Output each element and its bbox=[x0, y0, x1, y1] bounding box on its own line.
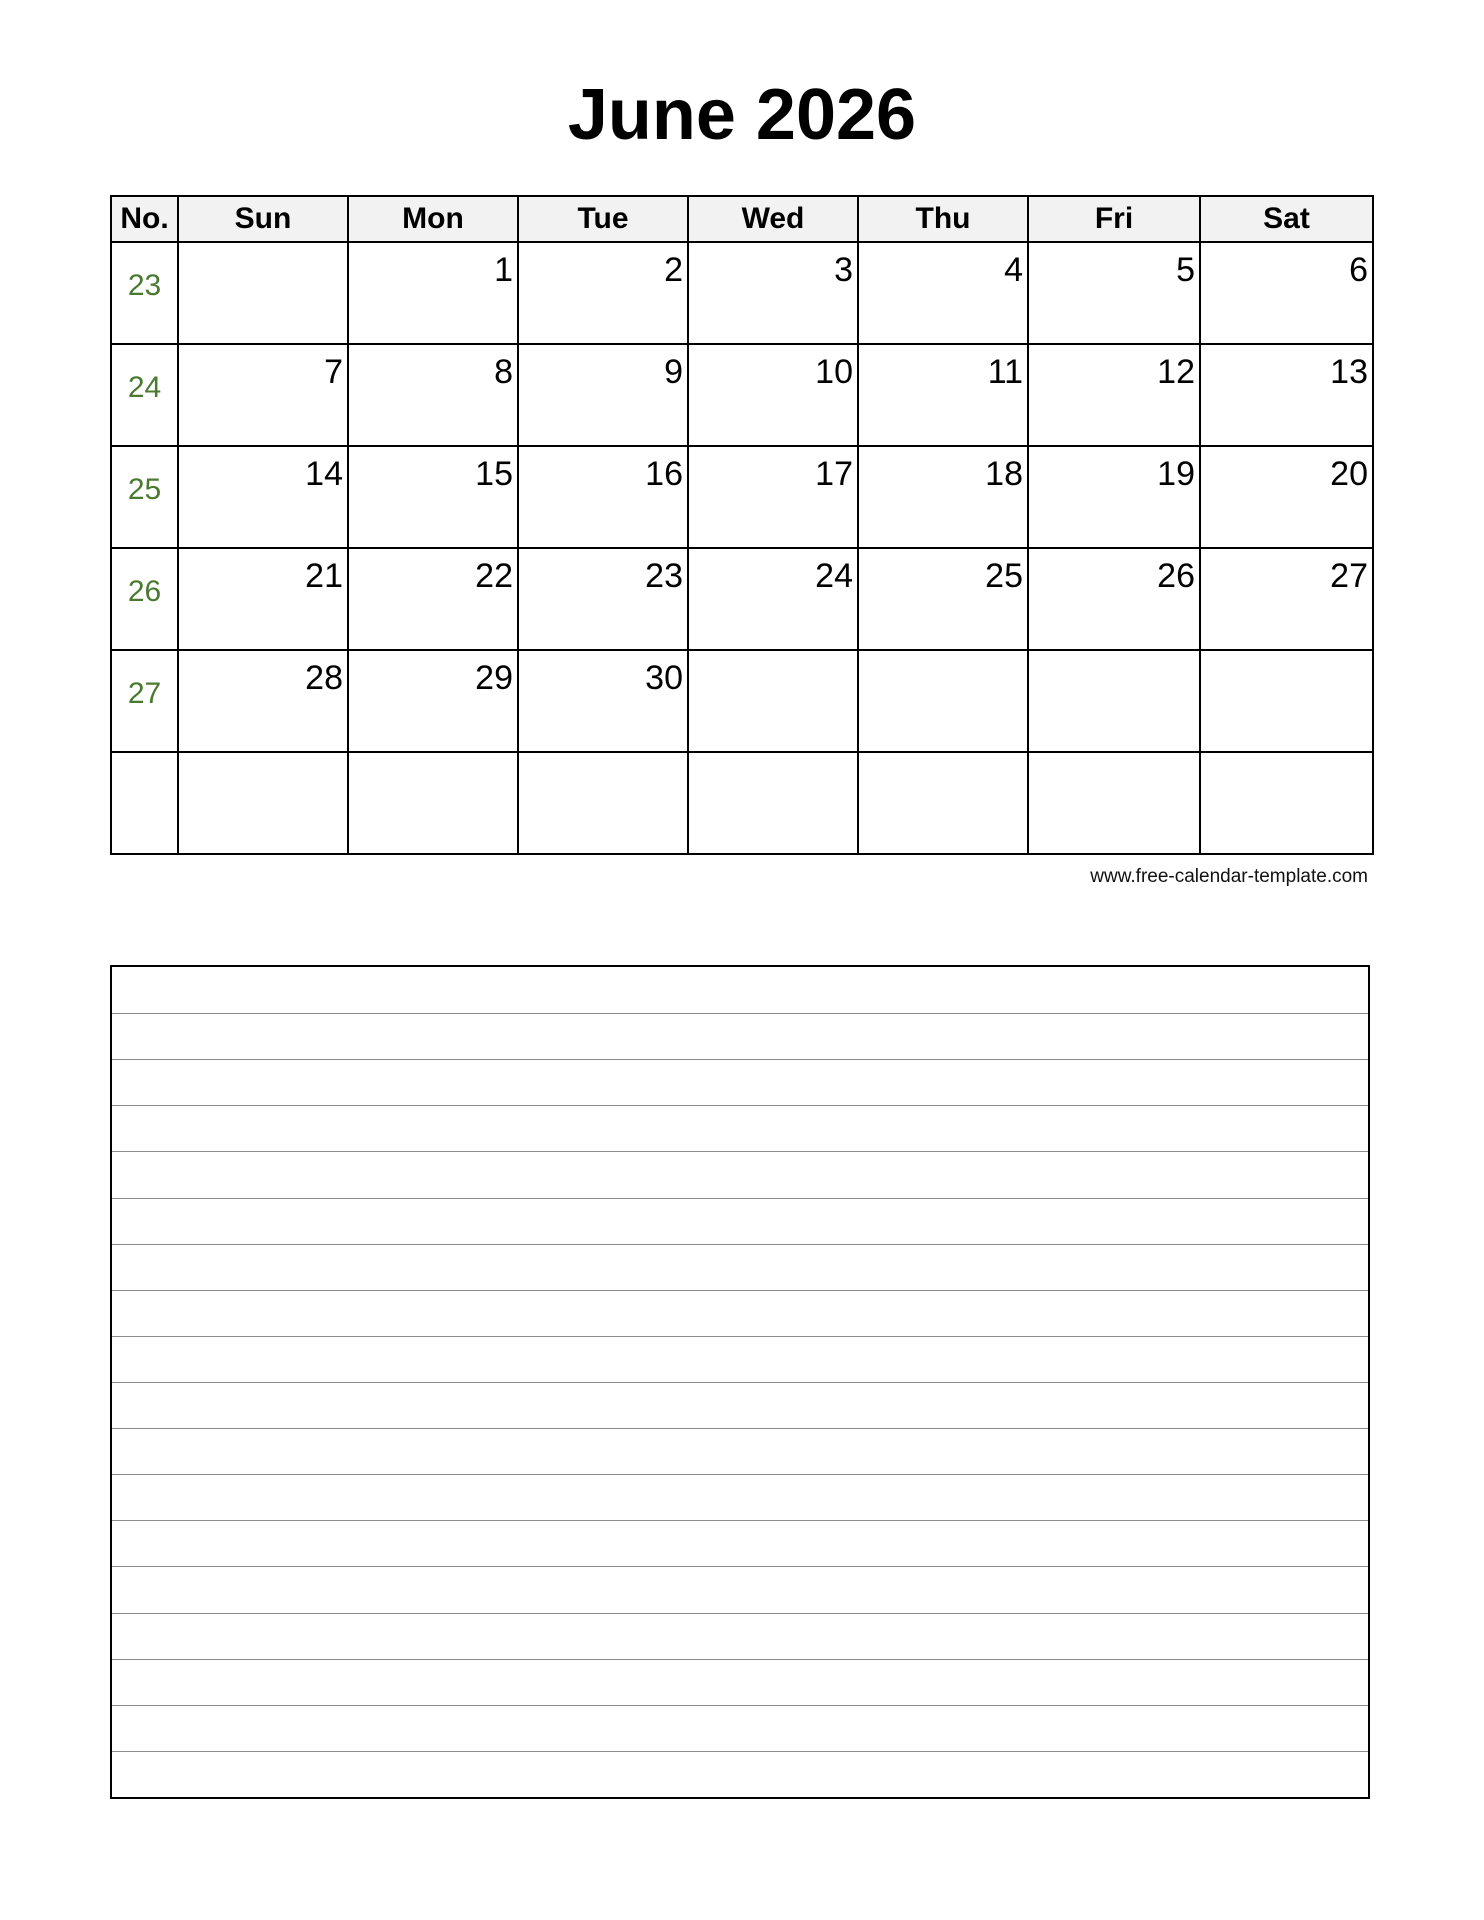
week-number: 24 bbox=[127, 371, 162, 404]
day-cell bbox=[1200, 650, 1373, 752]
note-line bbox=[112, 1198, 1368, 1199]
notes-area[interactable] bbox=[110, 965, 1370, 1799]
weekday-header-tue: Tue bbox=[518, 196, 688, 242]
day-cell bbox=[858, 344, 1028, 446]
note-line bbox=[112, 1151, 1368, 1152]
day-number bbox=[859, 651, 1027, 659]
day-number bbox=[179, 753, 347, 761]
day-cell bbox=[688, 344, 858, 446]
week-number: 25 bbox=[127, 473, 162, 506]
note-line bbox=[112, 1566, 1368, 1567]
weekday-header-fri: Fri bbox=[1028, 196, 1200, 242]
day-number: 10 bbox=[815, 353, 853, 391]
day-number: 14 bbox=[305, 455, 343, 493]
day-cell bbox=[348, 242, 518, 344]
day-number: 25 bbox=[985, 557, 1023, 595]
day-cell bbox=[1200, 242, 1373, 344]
note-line bbox=[112, 1336, 1368, 1337]
week-number-cell bbox=[111, 650, 178, 752]
day-cell bbox=[688, 242, 858, 344]
day-number: 8 bbox=[494, 353, 513, 391]
note-line bbox=[112, 1474, 1368, 1475]
calendar-grid bbox=[110, 195, 1374, 855]
day-cell bbox=[688, 446, 858, 548]
note-line bbox=[112, 1290, 1368, 1291]
day-number: 3 bbox=[834, 251, 853, 289]
note-line bbox=[112, 1659, 1368, 1660]
note-line bbox=[112, 1382, 1368, 1383]
note-line bbox=[112, 1105, 1368, 1106]
day-number bbox=[689, 753, 857, 761]
day-number: 16 bbox=[645, 455, 683, 493]
week-number: 23 bbox=[127, 269, 162, 302]
day-cell bbox=[178, 650, 348, 752]
day-number bbox=[1201, 753, 1372, 761]
week-number-cell bbox=[111, 242, 178, 344]
day-number bbox=[689, 651, 857, 659]
day-number bbox=[1201, 651, 1372, 659]
day-cell bbox=[178, 344, 348, 446]
weekday-header-thu: Thu bbox=[858, 196, 1028, 242]
note-line bbox=[112, 1059, 1368, 1060]
day-cell bbox=[518, 650, 688, 752]
day-cell bbox=[1200, 548, 1373, 650]
week-row bbox=[111, 650, 1373, 752]
day-cell bbox=[178, 548, 348, 650]
day-number: 13 bbox=[1330, 353, 1368, 391]
day-number: 22 bbox=[475, 557, 513, 595]
week-number: 26 bbox=[127, 575, 162, 608]
day-number: 21 bbox=[305, 557, 343, 595]
day-cell bbox=[1200, 344, 1373, 446]
day-cell bbox=[518, 548, 688, 650]
day-cell bbox=[858, 242, 1028, 344]
week-row bbox=[111, 344, 1373, 446]
day-number: 12 bbox=[1157, 353, 1195, 391]
day-number: 4 bbox=[1004, 251, 1023, 289]
day-cell bbox=[348, 650, 518, 752]
note-line bbox=[112, 1428, 1368, 1429]
week-number-cell bbox=[111, 446, 178, 548]
day-number: 2 bbox=[664, 251, 683, 289]
day-number bbox=[179, 243, 347, 251]
weekday-header-sun: Sun bbox=[178, 196, 348, 242]
page-title: June 2026 bbox=[567, 75, 917, 155]
day-cell bbox=[1028, 650, 1200, 752]
day-number bbox=[859, 753, 1027, 761]
week-row bbox=[111, 548, 1373, 650]
weekday-header-wed: Wed bbox=[688, 196, 858, 242]
day-number: 20 bbox=[1330, 455, 1368, 493]
day-cell bbox=[858, 446, 1028, 548]
day-cell bbox=[1028, 446, 1200, 548]
note-line bbox=[112, 1751, 1368, 1752]
weekday-header-mon: Mon bbox=[348, 196, 518, 242]
day-number: 26 bbox=[1157, 557, 1195, 595]
week-number bbox=[112, 753, 177, 779]
day-number: 7 bbox=[324, 353, 343, 391]
day-cell bbox=[178, 446, 348, 548]
day-number: 23 bbox=[645, 557, 683, 595]
day-cell bbox=[518, 446, 688, 548]
day-number bbox=[1029, 651, 1199, 659]
day-number: 19 bbox=[1157, 455, 1195, 493]
note-line bbox=[112, 1244, 1368, 1245]
day-number: 17 bbox=[815, 455, 853, 493]
day-number: 5 bbox=[1176, 251, 1195, 289]
day-number: 1 bbox=[494, 251, 513, 289]
day-cell bbox=[348, 446, 518, 548]
day-number: 29 bbox=[475, 659, 513, 697]
day-number: 27 bbox=[1330, 557, 1368, 595]
website-link[interactable]: www.free-calendar-template.com bbox=[1090, 866, 1368, 887]
weekday-header-sat: Sat bbox=[1200, 196, 1373, 242]
day-cell bbox=[178, 242, 348, 344]
day-cell bbox=[348, 548, 518, 650]
day-cell bbox=[688, 548, 858, 650]
note-line bbox=[112, 1613, 1368, 1614]
day-cell bbox=[1028, 752, 1200, 854]
day-number: 6 bbox=[1349, 251, 1368, 289]
week-number: 27 bbox=[127, 677, 162, 710]
day-cell bbox=[348, 752, 518, 854]
day-number: 15 bbox=[475, 455, 513, 493]
day-number: 11 bbox=[987, 353, 1023, 391]
day-cell bbox=[1028, 242, 1200, 344]
day-cell bbox=[518, 752, 688, 854]
day-cell bbox=[858, 548, 1028, 650]
day-number bbox=[1029, 753, 1199, 761]
day-cell bbox=[688, 752, 858, 854]
week-row bbox=[111, 446, 1373, 548]
week-number-cell bbox=[111, 344, 178, 446]
week-row bbox=[111, 242, 1373, 344]
day-number: 24 bbox=[815, 557, 853, 595]
day-cell bbox=[1028, 548, 1200, 650]
week-row bbox=[111, 752, 1373, 854]
day-number: 30 bbox=[645, 659, 683, 697]
day-cell bbox=[1200, 752, 1373, 854]
day-cell bbox=[348, 344, 518, 446]
day-number bbox=[349, 753, 517, 761]
day-number: 28 bbox=[305, 659, 343, 697]
day-cell bbox=[858, 650, 1028, 752]
week-number-cell bbox=[111, 752, 178, 854]
day-cell bbox=[1028, 344, 1200, 446]
day-cell bbox=[178, 752, 348, 854]
day-cell bbox=[518, 344, 688, 446]
day-number: 9 bbox=[664, 353, 683, 391]
day-number: 18 bbox=[985, 455, 1023, 493]
note-line bbox=[112, 1705, 1368, 1706]
week-number-header: No. bbox=[111, 196, 178, 242]
note-line bbox=[112, 1520, 1368, 1521]
note-line bbox=[112, 1013, 1368, 1014]
day-cell bbox=[1200, 446, 1373, 548]
day-cell bbox=[688, 650, 858, 752]
week-number-cell bbox=[111, 548, 178, 650]
weekday-header-row bbox=[111, 196, 1373, 242]
day-cell bbox=[858, 752, 1028, 854]
day-cell bbox=[518, 242, 688, 344]
day-number bbox=[519, 753, 687, 761]
